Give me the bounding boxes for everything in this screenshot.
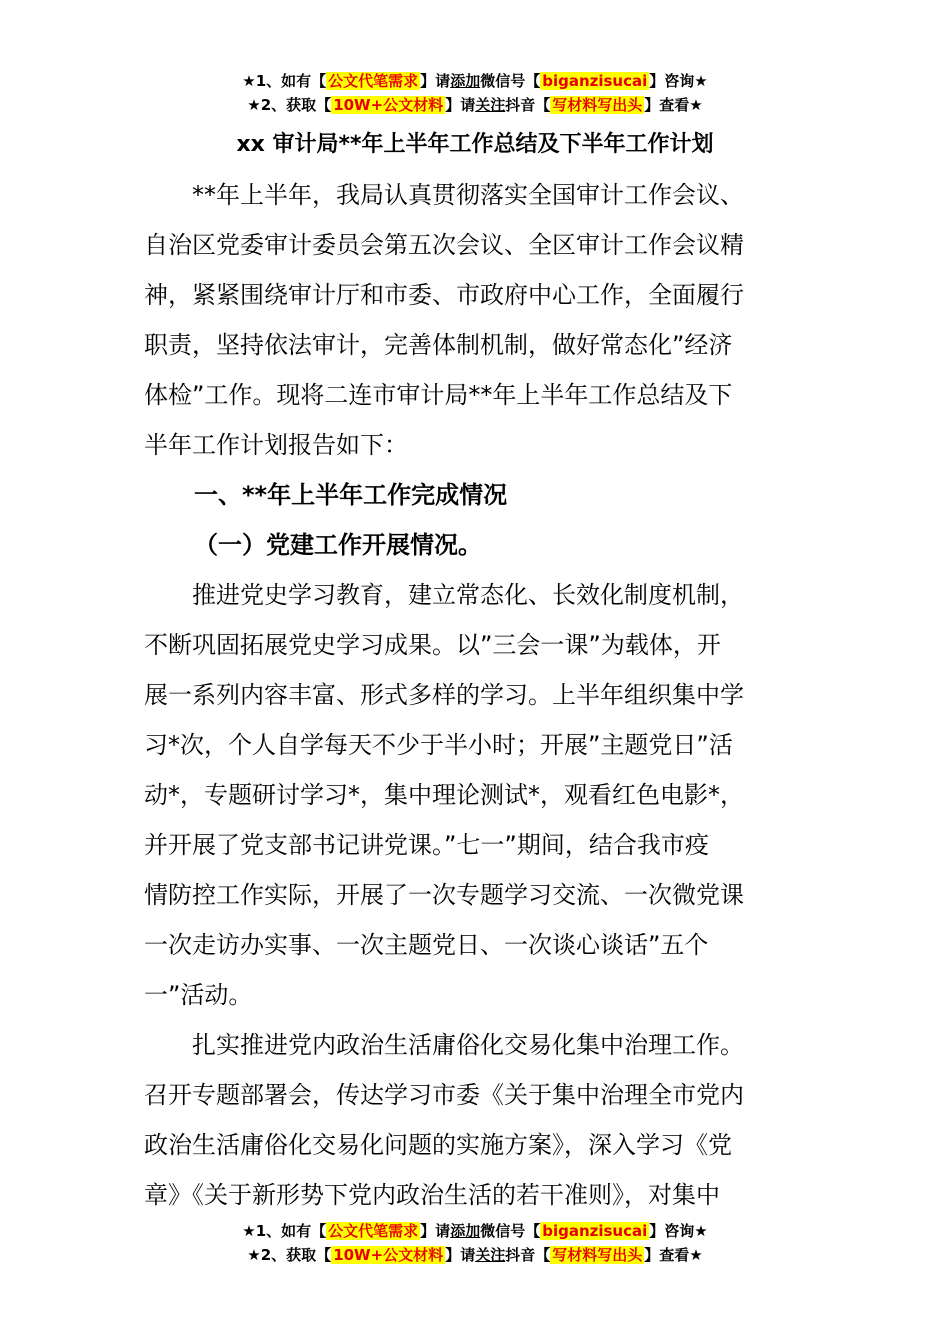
text-line: 神，紧紧围绕审计厅和市委、市政府中心工作，全面履行 [144, 281, 744, 309]
banner-text: 微信号【 [480, 72, 541, 90]
body-paragraph-1 [144, 570, 808, 1020]
banner-highlight: biganzisucai [542, 72, 648, 90]
banner-text: 】咨询★ [649, 72, 708, 90]
banner-text: 】请 [445, 1246, 476, 1264]
banner-underline: 添加 [450, 1222, 481, 1240]
text-line: **年上半年，我局认真贯彻落实全国审计工作会议、 [144, 181, 744, 209]
banner-underline: 添加 [450, 72, 481, 90]
body-paragraph-2 [144, 1020, 808, 1220]
text-line: 扎实推进党内政治生活庸俗化交易化集中治理工作。 [144, 1031, 744, 1059]
top-banner-line-1 [0, 70, 950, 92]
subsection-heading: （一）党建工作开展情况。 [194, 531, 482, 559]
banner-text: ★1、如有【 [242, 1222, 327, 1240]
text-line: 习*次，个人自学每天不少于半小时；开展”主题党日”活 [144, 731, 733, 759]
banner-text: ★2、获取【 [247, 1246, 332, 1264]
banner-highlight: 10W+公文材料 [333, 1246, 444, 1264]
text-line: 职责，坚持依法审计，完善体制机制，做好常态化”经济 [144, 331, 733, 359]
section-heading: 一、**年上半年工作完成情况 [194, 481, 508, 509]
banner-highlight: 写材料写出头 [552, 1246, 643, 1264]
text-line: 并开展了党支部书记讲党课。”七一”期间，结合我市疫 [144, 831, 709, 859]
banner-text: 】请 [445, 96, 476, 114]
banner-text: 】查看★ [644, 96, 703, 114]
text-line: 章》《关于新形势下党内政治生活的若干准则》，对集中 [144, 1181, 720, 1209]
text-line: 一次走访办实事、一次主题党日、一次谈心谈话”五个 [144, 931, 709, 959]
banner-text: 】查看★ [644, 1246, 703, 1264]
text-line: 自治区党委审计委员会第五次会议、全区审计工作会议精 [144, 231, 744, 259]
document-title: xx 审计局**年上半年工作总结及下半年工作计划 [236, 132, 714, 157]
text-line: 体检”工作。现将二连市审计局**年上半年工作总结及下 [144, 381, 733, 409]
banner-text: 抖音【 [505, 96, 551, 114]
text-line: 展一系列内容丰富、形式多样的学习。上半年组织集中学 [144, 681, 744, 709]
banner-text: 抖音【 [505, 1246, 551, 1264]
banner-highlight: 10W+公文材料 [333, 96, 444, 114]
banner-text: 】请 [420, 1222, 451, 1240]
text-line: 政治生活庸俗化交易化问题的实施方案》，深入学习《党 [144, 1131, 732, 1159]
text-line: 召开专题部署会，传达学习市委《关于集中治理全市党内 [144, 1081, 744, 1109]
bottom-banner-line-1 [0, 1220, 950, 1242]
banner-highlight: 公文代笔需求 [328, 72, 419, 90]
intro-paragraph [144, 170, 808, 470]
banner-highlight: biganzisucai [542, 1222, 648, 1240]
banner-text: 】咨询★ [649, 1222, 708, 1240]
banner-underline: 关注 [475, 1246, 506, 1264]
banner-text: 】请 [420, 72, 451, 90]
text-line: 情防控工作实际，开展了一次专题学习交流、一次微党课 [144, 881, 744, 909]
bottom-banner-line-2 [0, 1244, 950, 1266]
banner-text: ★1、如有【 [242, 72, 327, 90]
top-banner-line-2 [0, 94, 950, 116]
text-line: 半年工作计划报告如下： [144, 431, 408, 459]
banner-text: ★2、获取【 [247, 96, 332, 114]
text-line: 不断巩固拓展党史学习成果。以”三会一课”为载体，开 [144, 631, 721, 659]
text-line: 动*，专题研讨学习*，集中理论测试*，观看红色电影*， [144, 781, 744, 809]
text-line: 推进党史学习教育，建立常态化、长效化制度机制， [144, 581, 744, 609]
banner-highlight: 写材料写出头 [552, 96, 643, 114]
banner-text: 微信号【 [480, 1222, 541, 1240]
banner-underline: 关注 [475, 96, 506, 114]
text-line: 一”活动。 [144, 981, 253, 1009]
banner-highlight: 公文代笔需求 [328, 1222, 419, 1240]
